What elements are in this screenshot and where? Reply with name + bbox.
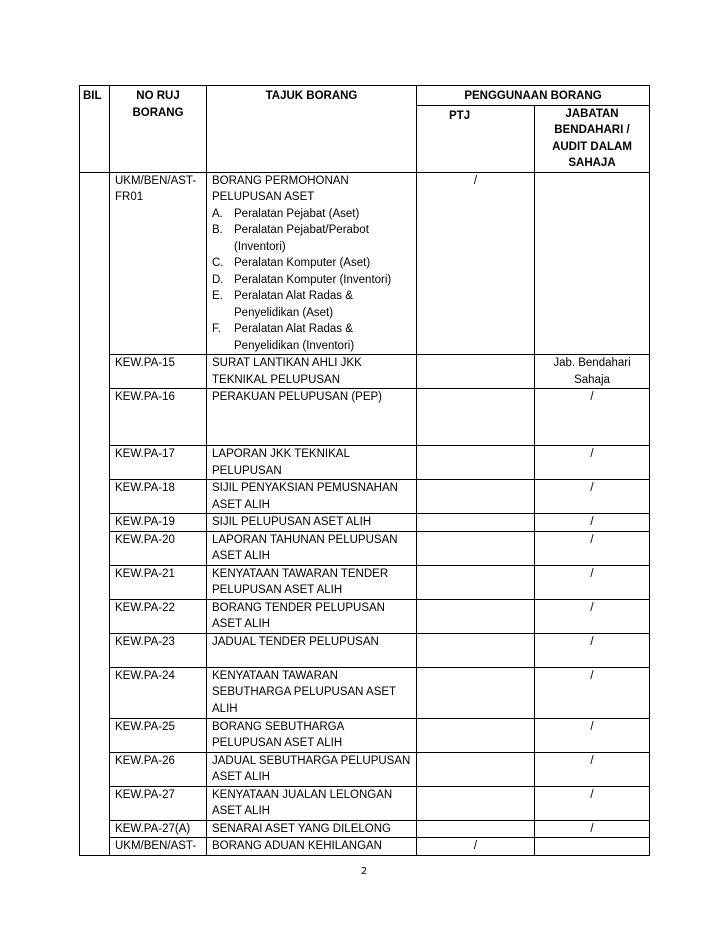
sub-item: [212, 255, 411, 272]
table-row: [80, 389, 650, 446]
title-cell: PERAKUAN PELUPUSAN (PEP): [207, 389, 417, 446]
ruj-cell: KEW.PA-26: [110, 752, 207, 786]
ptj-cell: [417, 599, 535, 633]
ruj-cell: UKM/BEN/AST-FR01: [110, 172, 207, 355]
title-cell: SIJIL PELUPUSAN ASET ALIH: [207, 514, 417, 532]
jabatan-cell: /: [535, 599, 650, 633]
bil-cell: [80, 820, 110, 838]
jabatan-cell: /: [535, 752, 650, 786]
jabatan-cell: /: [535, 667, 650, 718]
sub-item-text: Peralatan Pejabat (Aset): [234, 207, 360, 220]
header-row-1: [80, 86, 650, 106]
jabatan-cell: /: [535, 531, 650, 565]
title-text: BORANG PERMOHONAN PELUPUSAN ASET: [212, 174, 349, 203]
ptj-cell: /: [417, 172, 535, 355]
page-number: 2: [360, 866, 368, 877]
ptj-cell: [417, 565, 535, 599]
table-row: [80, 514, 650, 532]
table-row: [80, 838, 650, 856]
table-row: [80, 565, 650, 599]
header-bil: BIL: [80, 86, 110, 173]
sub-item-letter: D.: [212, 273, 224, 286]
title-cell: SENARAI ASET YANG DILELONG: [207, 820, 417, 838]
title-cell: JADUAL TENDER PELUPUSAN: [207, 633, 417, 667]
ruj-cell: KEW.PA-25: [110, 718, 207, 752]
sub-item: [212, 206, 411, 223]
sub-item: [212, 288, 411, 321]
jabatan-cell: /: [535, 480, 650, 514]
ptj-cell: [417, 355, 535, 389]
bil-cell: [80, 172, 110, 355]
table-row: [80, 531, 650, 565]
title-cell: SURAT LANTIKAN AHLI JKK TEKNIKAL PELUPUSAN: [207, 355, 417, 389]
ruj-cell: KEW.PA-16: [110, 389, 207, 446]
title-cell: KENYATAAN TAWARAN TENDER PELUPUSAN ASET ALIH: [207, 565, 417, 599]
header-tajuk: TAJUK BORANG: [207, 86, 417, 173]
jabatan-cell: /: [535, 446, 650, 480]
jabatan-cell: [535, 838, 650, 856]
table-row: [80, 786, 650, 820]
ptj-cell: [417, 531, 535, 565]
sub-item-list: [212, 206, 411, 355]
ptj-cell: [417, 514, 535, 532]
sub-item-text: Peralatan Pejabat/Perabot (Inventori): [234, 224, 369, 253]
sub-item-letter: C.: [212, 257, 224, 269]
table-row: [80, 752, 650, 786]
bil-cell: [80, 718, 110, 752]
sub-item-letter: A.: [212, 207, 223, 220]
bil-cell: [80, 514, 110, 532]
bil-cell: [80, 355, 110, 389]
forms-table: [79, 85, 650, 856]
title-cell: LAPORAN JKK TEKNIKAL PELUPUSAN: [207, 446, 417, 480]
table-row: [80, 480, 650, 514]
ruj-cell: UKM/BEN/AST-: [110, 838, 207, 856]
jabatan-cell: Jab. Bendahari Sahaja: [535, 355, 650, 389]
title-cell: KENYATAAN TAWARAN SEBUTHARGA PELUPUSAN ASET ALIH: [207, 667, 417, 718]
bil-cell: [80, 531, 110, 565]
title-cell: BORANG ADUAN KEHILANGAN: [207, 838, 417, 856]
ptj-cell: [417, 633, 535, 667]
ptj-cell: /: [417, 838, 535, 856]
header-ptj: PTJ: [417, 105, 535, 172]
jabatan-cell: /: [535, 718, 650, 752]
bil-cell: [80, 389, 110, 446]
table-row: [80, 667, 650, 718]
ruj-cell: KEW.PA-19: [110, 514, 207, 532]
jabatan-cell: /: [535, 633, 650, 667]
ruj-cell: KEW.PA-24: [110, 667, 207, 718]
table-row: [80, 599, 650, 633]
table-row: [80, 633, 650, 667]
ruj-cell: KEW.PA-27(A): [110, 820, 207, 838]
title-cell: SIJIL PENYAKSIAN PEMUSNAHAN ASET ALIH: [207, 480, 417, 514]
table-row: [80, 820, 650, 838]
sub-item-text: Peralatan Komputer (Inventori): [234, 273, 392, 286]
ptj-cell: [417, 480, 535, 514]
jabatan-cell: /: [535, 514, 650, 532]
ptj-cell: [417, 389, 535, 446]
jabatan-cell: /: [535, 820, 650, 838]
title-cell: [207, 172, 417, 355]
table-row: [80, 355, 650, 389]
bil-cell: [80, 565, 110, 599]
ptj-cell: [417, 752, 535, 786]
ruj-cell: KEW.PA-20: [110, 531, 207, 565]
ruj-cell: KEW.PA-27: [110, 786, 207, 820]
jabatan-cell: /: [535, 389, 650, 446]
sub-item: [212, 272, 411, 289]
ruj-cell: KEW.PA-22: [110, 599, 207, 633]
bil-cell: [80, 446, 110, 480]
ruj-cell: KEW.PA-15: [110, 355, 207, 389]
bil-cell: [80, 667, 110, 718]
ruj-cell: KEW.PA-21: [110, 565, 207, 599]
jabatan-cell: [535, 172, 650, 355]
title-cell: BORANG SEBUTHARGA PELUPUSAN ASET ALIH: [207, 718, 417, 752]
title-cell: BORANG TENDER PELUPUSAN ASET ALIH: [207, 599, 417, 633]
sub-item: [212, 222, 411, 255]
bil-cell: [80, 786, 110, 820]
bil-cell: [80, 633, 110, 667]
title-cell: KENYATAAN JUALAN LELONGAN ASET ALIH: [207, 786, 417, 820]
title-cell: LAPORAN TAHUNAN PELUPUSAN ASET ALIH: [207, 531, 417, 565]
ruj-cell: KEW.PA-17: [110, 446, 207, 480]
ruj-cell: KEW.PA-23: [110, 633, 207, 667]
jabatan-cell: /: [535, 565, 650, 599]
header-jabatan: JABATAN BENDAHARI / AUDIT DALAM SAHAJA: [535, 105, 650, 172]
sub-item-text: Peralatan Alat Radas & Penyelidikan (Inventori): [234, 323, 355, 352]
table-row: [80, 446, 650, 480]
table-row: [80, 718, 650, 752]
ptj-cell: [417, 718, 535, 752]
sub-item-text: Peralatan Alat Radas & Penyelidikan (Aset): [234, 290, 353, 319]
ptj-cell: [417, 786, 535, 820]
sub-item-text: Peralatan Komputer (Aset): [234, 257, 371, 269]
sub-item-letter: E.: [212, 290, 223, 302]
ptj-cell: [417, 446, 535, 480]
table-row: [80, 172, 650, 355]
ptj-cell: [417, 820, 535, 838]
sub-item-letter: F.: [212, 323, 221, 335]
header-no-ruj: NO RUJ BORANG: [110, 86, 207, 173]
bil-cell: [80, 599, 110, 633]
bil-cell: [80, 752, 110, 786]
bil-cell: [80, 838, 110, 856]
sub-item: [212, 321, 411, 354]
header-penggunaan: PENGGUNAAN BORANG: [417, 86, 650, 106]
sub-item-letter: B.: [212, 224, 223, 236]
ruj-cell: KEW.PA-18: [110, 480, 207, 514]
jabatan-cell: /: [535, 786, 650, 820]
ptj-cell: [417, 667, 535, 718]
bil-cell: [80, 480, 110, 514]
title-cell: JADUAL SEBUTHARGA PELUPUSAN ASET ALIH: [207, 752, 417, 786]
